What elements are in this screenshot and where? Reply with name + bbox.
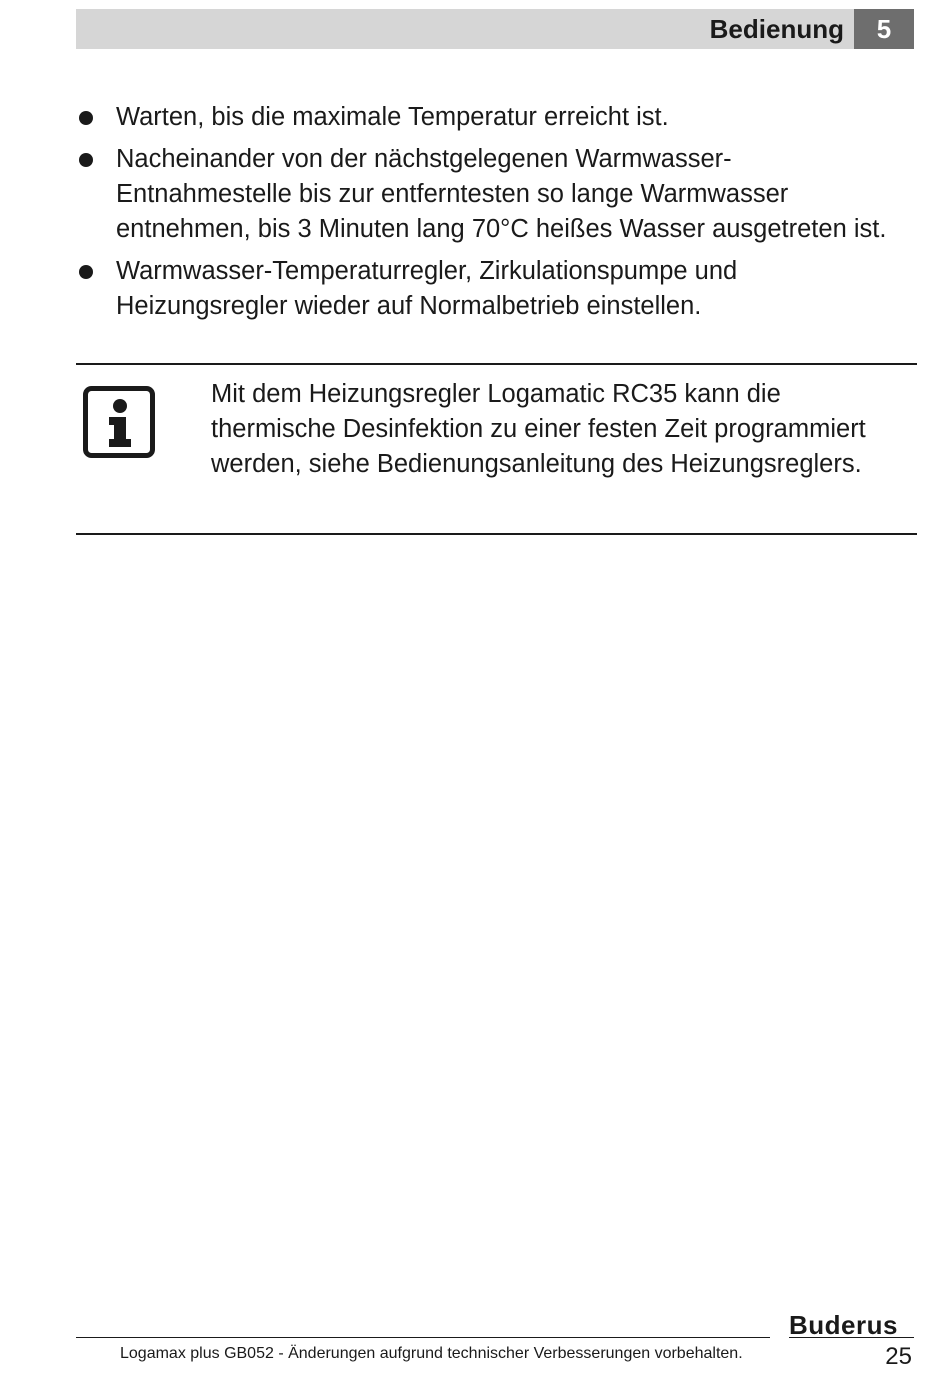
list-item-text: Warten, bis die maximale Temperatur erreicht ist. bbox=[116, 103, 669, 131]
list-item-text: Nacheinander von der nächstgelegenen Warmwasser-Entnahmestelle bis zur entferntesten so lange Warmwasser entnehmen, bis 3 Minuten lang 70°C heißes Wasser ausgetreten ist. bbox=[116, 145, 887, 243]
brand-logo: Buderus bbox=[789, 1310, 898, 1340]
brand-underline bbox=[789, 1337, 914, 1338]
footer-divider bbox=[76, 1337, 770, 1338]
chapter-number: 5 bbox=[854, 9, 914, 49]
list-item bbox=[76, 254, 906, 324]
note-bottom-divider bbox=[76, 533, 917, 535]
page-number: 25 bbox=[885, 1343, 912, 1370]
bullet-icon bbox=[79, 265, 93, 279]
list-item-text: Warmwasser-Temperaturregler, Zirkulationspumpe und Heizungsregler wieder auf Normalbetrieb einstellen. bbox=[116, 257, 738, 320]
bullet-icon bbox=[79, 111, 93, 125]
footer-text: Logamax plus GB052 - Änderungen aufgrund technischer Verbesserungen vorbehalten. bbox=[120, 1345, 743, 1362]
bullet-icon bbox=[79, 153, 93, 167]
info-note-text: Mit dem Heizungsregler Logamatic RC35 kann die thermische Desinfektion zu einer festen Zeit programmiert werden, siehe Bedienungsanleitung des Heizungsreglers. bbox=[211, 380, 866, 478]
list-item bbox=[76, 100, 906, 135]
section-title: Bedienung bbox=[709, 14, 844, 44]
instruction-list bbox=[76, 100, 906, 331]
list-item bbox=[76, 142, 906, 247]
info-icon bbox=[83, 386, 155, 458]
note-top-divider bbox=[76, 363, 917, 365]
